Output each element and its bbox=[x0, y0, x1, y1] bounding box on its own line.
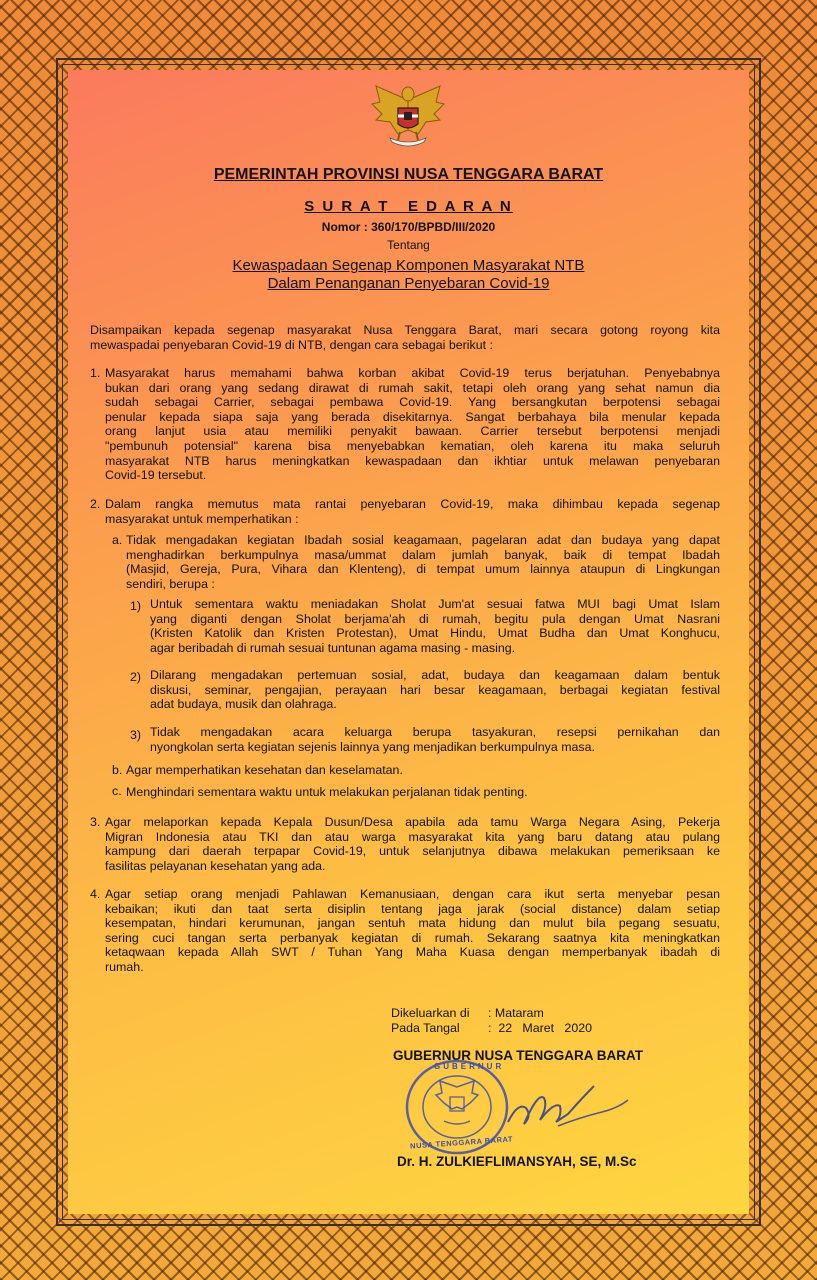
item-line: Untuk sementara waktu meniadakan Sholat Jum'at sesuai fatwa MUI bagi Umat Islam bbox=[150, 597, 720, 611]
item-2a-sub2-number: 2) bbox=[130, 670, 142, 684]
item-1-number: 1. bbox=[90, 366, 101, 380]
item-line: menghadirkan berkumpulnya masa/ummat dalam jumlah banyak, baik di tempat Ibadah bbox=[126, 547, 720, 562]
item-2a-number: a. bbox=[112, 533, 123, 547]
item-line: masyarakat NTB harus meningkatkan kewaspadaan dan ikhtiar untuk melawan penyebaran bbox=[105, 453, 720, 468]
item-line: kampung dari daerah terpapar Covid-19, untuk selanjutnya dibawa melakukan pemeriksaan ke bbox=[105, 844, 720, 859]
item-3-text bbox=[105, 815, 720, 873]
signatory-title: GUBERNUR NUSA TENGGARA BARAT bbox=[393, 1048, 643, 1063]
item-line: nyongkolan serta kegiatan sejenis lainnya yang menjadikan berkumpulnya masa. bbox=[150, 739, 595, 754]
item-line: masyarakat untuk memperhatikan : bbox=[105, 511, 299, 526]
item-line: Migran Indonesia atau TKI dan atau warga masyarakat kita yang baru datang atau pulang bbox=[105, 829, 720, 844]
issued-date-label: Pada Tangal bbox=[391, 1021, 460, 1035]
issued-place-value: : Mataram bbox=[488, 1006, 544, 1020]
item-line: Tidak mengadakan acara keluarga berupa tasyakuran, resepsi pernikahan dan bbox=[150, 725, 720, 739]
letter-body bbox=[68, 70, 749, 1214]
item-3-number: 3. bbox=[90, 815, 101, 829]
item-line: Masyarakat harus memahami bahwa korban akibat Covid-19 terus berjatuhan. Penyebabnya bbox=[105, 366, 720, 380]
institution-name: PEMERINTAH PROVINSI NUSA TENGGARA BARAT bbox=[213, 166, 604, 183]
item-line: agar beribadah di rumah sesuai tuntunan agama masing - masing. bbox=[150, 640, 516, 655]
issued-place-label: Dikeluarkan di bbox=[391, 1006, 470, 1020]
item-line: Covid-19 tersebut. bbox=[105, 468, 207, 483]
item-line: rumah. bbox=[105, 959, 144, 974]
item-line: (Kristen Katolik dan Kristen Protestan), Umat Hindu, Umat Budha dan Umat Konghucu, bbox=[150, 626, 720, 641]
item-line: Tidak mengadakan kegiatan Ibadah sosial keagamaan, pagelaran adat dan budaya yang dapat bbox=[126, 533, 720, 547]
document-type: S U R A T E D A R A N bbox=[304, 198, 513, 215]
intro-line: mewaspadai penyebaran Covid-19 di NTB, dengan cara sebagai berikut : bbox=[90, 337, 493, 352]
about-label: Tentang bbox=[387, 238, 430, 252]
item-line: sering cuci tangan serta perbanyak kegiatan di rumah. Sekarang saatnya kita meningkatkan bbox=[105, 930, 720, 945]
subject-line-1: Kewaspadaan Segenap Komponen Masyarakat NTB bbox=[232, 257, 585, 274]
intro-paragraph bbox=[90, 323, 720, 352]
item-line: Agar melaporkan kepada Kepala Dusun/Desa apabila ada tamu Warga Negara Asing, Pekerja bbox=[105, 815, 720, 829]
item-line: (Masjid, Gereja, Pura, Vihara dan Klenteng), di tempat umum lainnya ataupun di Lingkungan bbox=[126, 562, 720, 577]
item-line: ketaqwaan kepada Allah SWT / Tuhan Yang Maha Kuasa dengan memperbanyak ibadah di bbox=[105, 945, 720, 960]
item-line: kesempatan, hindari kerumunan, jangan sentuh mata hidung dan mulut bila pegang sesuatu, bbox=[105, 916, 720, 931]
item-2a-sub1-text bbox=[150, 597, 720, 655]
item-2a-sub1-number: 1) bbox=[130, 599, 142, 613]
item-2-text bbox=[105, 497, 720, 526]
item-1-text bbox=[105, 366, 720, 483]
item-2b-text: Agar memperhatikan kesehatan dan keselamatan. bbox=[126, 763, 403, 777]
item-line: "pembunuh potensial" karena bisa menyebabkan kematian, oleh karena itu maka seluruh bbox=[105, 438, 720, 453]
issued-date-value: : 22 Maret 2020 bbox=[488, 1021, 593, 1035]
handwritten-signature-icon bbox=[498, 1072, 638, 1142]
item-line: sudah sebagai Carrier, sebagai pembawa Covid-19. Yang bersangkutan berpotensi sebagai bbox=[105, 395, 720, 410]
item-4-text bbox=[105, 887, 720, 975]
item-4-number: 4. bbox=[90, 887, 101, 901]
item-line: orang lanjut usia atau memiliki penyakit bawaan. Carrier tersebut berpotensi menjadi bbox=[105, 424, 720, 439]
signatory-name: Dr. H. ZULKIEFLIMANSYAH, SE, M.Sc bbox=[397, 1154, 637, 1169]
item-2-number: 2. bbox=[90, 497, 101, 511]
item-line: sendiri, berupa : bbox=[126, 576, 215, 591]
item-2c-text: Menghindari sementara waktu untuk melakukan perjalanan tidak penting. bbox=[126, 785, 528, 799]
item-line: Agar setiap orang menjadi Pahlawan Kemanusiaan, dengan cara ikut serta menyebar pesan bbox=[105, 887, 720, 901]
item-2a-sub3-number: 3) bbox=[130, 728, 142, 742]
item-2a-text bbox=[126, 533, 720, 591]
item-2a-sub2-text bbox=[150, 668, 720, 712]
item-line: fasilitas pelayanan kesehatan yang ada. bbox=[105, 858, 326, 873]
subject-line-2: Dalam Penanganan Penyebaran Covid-19 bbox=[267, 275, 550, 292]
item-line: bukan dari orang yang sedang dirawat di rumah sakit, tetapi oleh orang yang sehat namun dia bbox=[105, 380, 720, 395]
document-number: Nomor : 360/170/BPBD/III/2020 bbox=[321, 220, 496, 234]
stamp-text-bottom: NUSA TENGGARA BARAT bbox=[409, 1134, 514, 1151]
stamp-text-top: GUBERNUR bbox=[434, 1062, 505, 1071]
item-2b-number: b. bbox=[112, 763, 123, 777]
garuda-emblem-icon bbox=[368, 80, 448, 160]
item-2c-number: c. bbox=[112, 784, 122, 798]
item-line: diskusi, seminar, pengajian, perayaan hari besar keagamaan, berbagai kegiatan festival bbox=[150, 682, 720, 697]
intro-line: Disampaikan kepada segenap masyarakat Nusa Tenggara Barat, mari secara gotong royong kita bbox=[90, 323, 720, 337]
item-line: Dilarang mengadakan pertemuan sosial, adat, budaya dan keagamaan dalam bentuk bbox=[150, 668, 720, 682]
item-line: yang diganti dengan Sholat berjama'ah di rumah, begitu pula dengan Umat Nasrani bbox=[150, 611, 720, 626]
item-line: penular kepada siapa saja yang berada disekitarnya. Sangat berbahaya bila menular kepada bbox=[105, 409, 720, 424]
item-line: adat budaya, musik dan olahraga. bbox=[150, 697, 337, 712]
item-2a-sub3-text bbox=[150, 725, 720, 754]
item-line: Dalam rangka memutus mata rantai penyebaran Covid-19, maka dihimbau kepada segenap bbox=[105, 497, 720, 511]
item-line: kebaikan; ikuti dan taat serta disiplin tentang jaga jarak (social distance) dalam setiap bbox=[105, 901, 720, 916]
